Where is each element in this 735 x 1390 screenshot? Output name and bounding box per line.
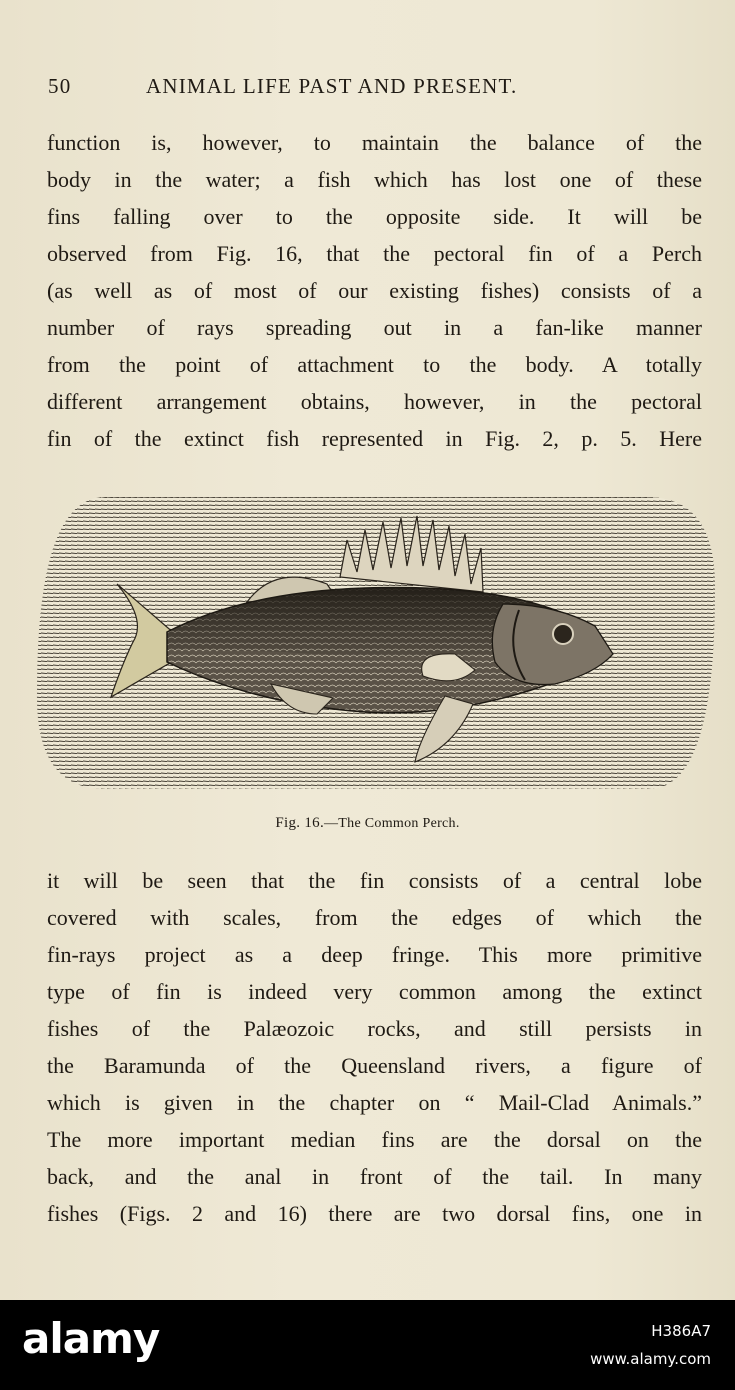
- text-line: function is, however, to maintain the balance of the: [47, 130, 702, 155]
- paragraph-after-figure: [47, 862, 702, 1232]
- perch-engraving: [35, 492, 717, 794]
- paragraph-before-figure: [47, 124, 702, 457]
- image-id: H386A7: [651, 1322, 711, 1340]
- text-line: which is given in the chapter on “ Mail-Clad Animals.”: [47, 1090, 702, 1115]
- text-line: back, and the anal in front of the tail. In many: [47, 1164, 702, 1189]
- alamy-logo: alamy: [22, 1314, 160, 1363]
- watermark-banner: [0, 1300, 735, 1390]
- fish-eye: [553, 624, 573, 644]
- site-url: www.alamy.com: [590, 1350, 711, 1368]
- text-line: type of fin is indeed very common among the extinct: [47, 979, 702, 1004]
- text-line: fishes (Figs. 2 and 16) there are two dorsal fins, one in: [47, 1201, 702, 1226]
- text-line: fins falling over to the opposite side. It will be: [47, 204, 702, 229]
- text-line: The more important median fins are the dorsal on the: [47, 1127, 702, 1152]
- text-line: the Baramunda of the Queensland rivers, a figure of: [47, 1053, 702, 1078]
- figure-caption: [0, 815, 735, 832]
- text-line: fin of the extinct fish represented in Fig. 2, p. 5. Here: [47, 426, 702, 451]
- figure-label: Fig. 16.: [275, 815, 324, 831]
- text-line: from the point of attachment to the body. A totally: [47, 352, 702, 377]
- figure-title: —The Common Perch.: [324, 816, 460, 831]
- text-line: fin-rays project as a deep fringe. This more primitive: [47, 942, 702, 967]
- text-line: fishes of the Palæozoic rocks, and still persists in: [47, 1016, 702, 1041]
- text-line: (as well as of most of our existing fishes) consists of a: [47, 278, 702, 303]
- text-line: observed from Fig. 16, that the pectoral fin of a Perch: [47, 241, 702, 266]
- text-line: body in the water; a fish which has lost one of these: [47, 167, 702, 192]
- text-line: different arrangement obtains, however, in the pectoral: [47, 389, 702, 414]
- text-line: covered with scales, from the edges of which the: [47, 905, 702, 930]
- running-title: ANIMAL LIFE PAST AND PRESENT.: [146, 74, 518, 98]
- page-header: [48, 74, 698, 104]
- page-number: 50: [48, 74, 72, 98]
- text-line: number of rays spreading out in a fan-like manner: [47, 315, 702, 340]
- text-line: it will be seen that the fin consists of a central lobe: [47, 868, 702, 893]
